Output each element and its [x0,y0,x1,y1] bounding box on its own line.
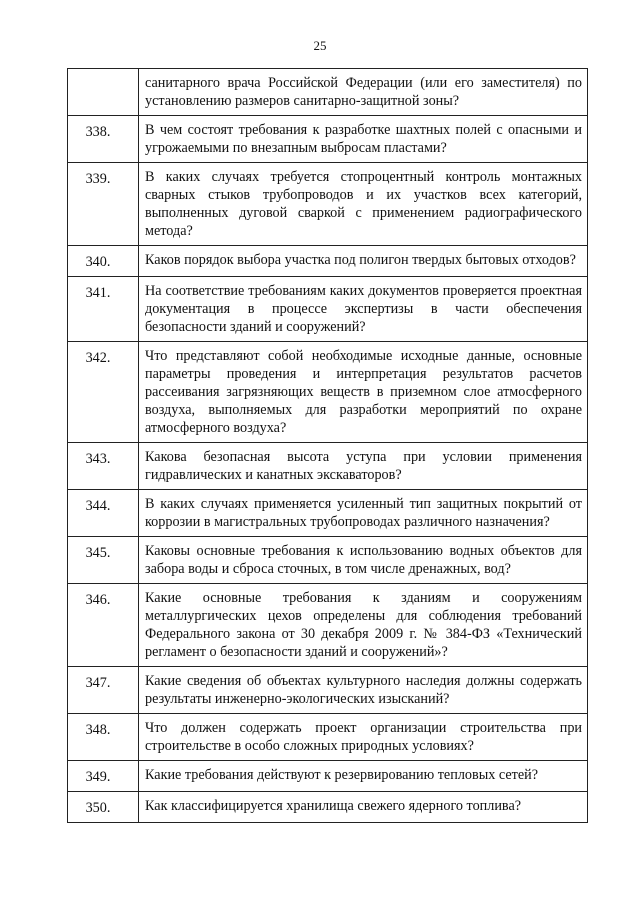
table-row [68,246,588,277]
question-text: В каких случаях применяется усиленный тип защитных покрытий от коррозии в магистральных трубопроводах различного назначения? [139,490,588,537]
question-text: Какова безопасная высота уступа при условии применения гидравлических и канатных экскаваторов? [139,443,588,490]
table-row [68,537,588,584]
question-text: В каких случаях требуется стопроцентный контроль монтажных сварных стыков трубопроводов и их участков всех категорий, выполненных дуговой сваркой с применением радиографического метода? [139,163,588,246]
question-number: 349. [68,761,139,792]
question-number: 339. [68,163,139,246]
question-text: Каков порядок выбора участка под полигон твердых бытовых отходов? [139,246,588,277]
question-text: Какие основные требования к зданиям и сооружениям металлургических цехов определены для соблюдения требований Федерального закона от 30 декабря 2009 г. № 384-ФЗ «Технический регламент о безопасности зданий и сооружений»? [139,584,588,667]
table-row [68,443,588,490]
table-row [68,667,588,714]
question-text: В чем состоят требования к разработке шахтных полей с опасными и угрожаемыми по внезапным выбросам пластами? [139,116,588,163]
question-number: 343. [68,443,139,490]
question-text: Какие сведения об объектах культурного наследия должны содержать результаты инженерно-экологических изысканий? [139,667,588,714]
question-number: 340. [68,246,139,277]
question-number: 338. [68,116,139,163]
table-row [68,116,588,163]
question-text: Каковы основные требования к использованию водных объектов для забора воды и сброса сточных, в том числе дренажных, вод? [139,537,588,584]
table-row [68,584,588,667]
questions-table-body [68,69,588,823]
question-number: 344. [68,490,139,537]
questions-table [67,68,588,823]
table-row [68,761,588,792]
question-text: Какие требования действуют к резервированию тепловых сетей? [139,761,588,792]
question-text: Что должен содержать проект организации строительства при строительстве в особо сложных природных условиях? [139,714,588,761]
table-row [68,714,588,761]
table-row [68,490,588,537]
question-text: Что представляют собой необходимые исходные данные, основные параметры проведения и интерпретация результатов расчетов рассеивания загрязняющих веществ в приземном слое атмосферного воздуха, выполняемых для разработки мероприятий по охране атмосферного воздуха? [139,342,588,443]
question-number: 341. [68,277,139,342]
page-number: 25 [313,38,327,53]
table-row [68,277,588,342]
table-row [68,163,588,246]
question-number: 345. [68,537,139,584]
question-number [68,69,139,116]
table-row [68,69,588,116]
table-row [68,792,588,823]
question-number: 350. [68,792,139,823]
question-number: 348. [68,714,139,761]
question-text: Как классифицируется хранилища свежего ядерного топлива? [139,792,588,823]
question-text: На соответствие требованиям каких документов проверяется проектная документация в процессе экспертизы в части обеспечения безопасности зданий и сооружений? [139,277,588,342]
question-number: 342. [68,342,139,443]
question-number: 346. [68,584,139,667]
question-text: санитарного врача Российской Федерации (или его заместителя) по установлению размеров санитарно-защитной зоны? [139,69,588,116]
table-row [68,342,588,443]
question-number: 347. [68,667,139,714]
